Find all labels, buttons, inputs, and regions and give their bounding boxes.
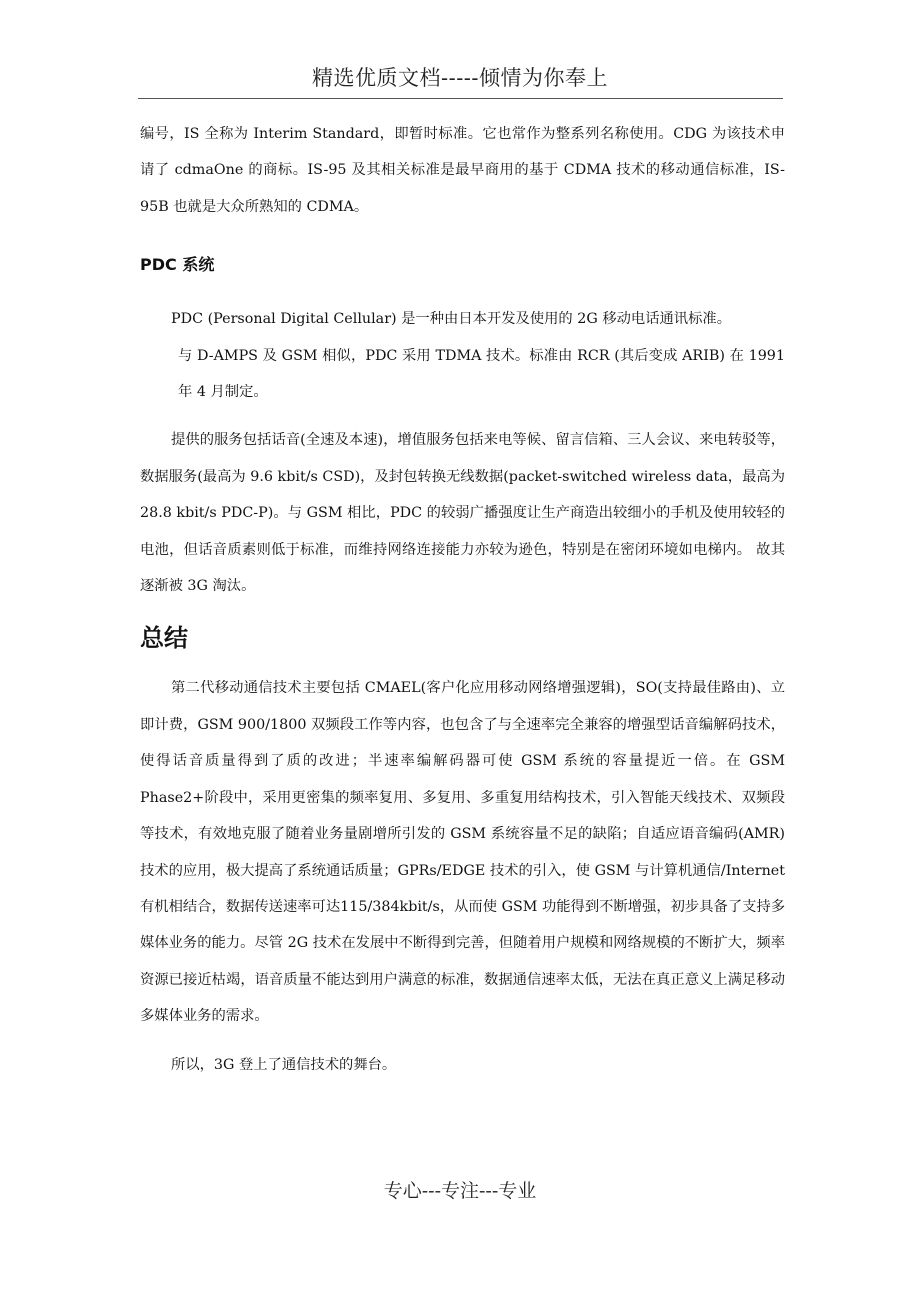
summary-paragraph-1: 第二代移动通信技术主要包括 CMAEL(客户化应用移动网络增强逻辑)，SO(支持最佳路由)、立即计费，GSM 900/1800 双频段工作等内容，也包含了与全速率完全兼容的增强型话音编解码技术，使得话音质量得到了质的改进；半速率编解码器可使 GSM 系统的容量提近一倍。在 GSM Phase2+阶段中，采用更密集的频率复用、多复用、多重复用结构技术，引入智能天线技术、双频段等技术，有效地克服了随着业务量剧增所引发的 GSM 系统容量不足的缺陷；自适应语音编码(AMR)技术的应用，极大提高了系统通话质量；GPRs/EDGE 技术的引入，使 GSM 与计算机通信/Internet 有机相结合，数据传送速率可达115/384kbit/s，从而使 GSM 功能得到不断增强，初步具备了支持多媒体业务的能力。尽管 2G 技术在发展中不断得到完善，但随着用户规模和网络规模的不断扩大，频率资源已接近枯竭，语音质量不能达到用户满意的标准，数据通信速率太低，无法在真正意义上满足移动多媒体业务的需求。 (140, 680, 786, 1025)
document-body (140, 116, 785, 1083)
page-header-title: 精选优质文档-----倾情为你奉上 (312, 66, 608, 90)
summary-section-heading: 总结 (140, 624, 188, 653)
page-footer: 专心---专注---专业 (383, 1180, 537, 1202)
pdc-paragraph-2: 提供的服务包括话音(全速及本速)，增值服务包括来电等候、留言信箱、三人会议、来电转驳等，数据服务(最高为 9.6 kbit/s CSD)，及封包转换无线数据(packet-switched wireless data，最高为 28.8 kbit/s PDC-P)。与 GSM 相比，PDC 的较弱广播强度让生产商造出较细小的手机及使用较轻的电池，但话音质素则低于标准，而维持网络连接能力亦较为逊色，特别是在密闭环境如电梯内。 故其逐渐被 3G 淘汰。 (140, 432, 785, 595)
summary-paragraph-2: 所以，3G 登上了通信技术的舞台。 (171, 1056, 397, 1073)
intro-paragraph: 编号，IS 全称为 Interim Standard，即暂时标准。它也常作为整系列名称使用。CDG 为该技术申请了 cdmaOne 的商标。IS-95 及其相关标准是最早商用的基于 CDMA 技术的移动通信标准，IS-95B 也就是大众所熟知的 CDMA。 (140, 126, 785, 215)
pdc-paragraph-1-line-2: 与 D-AMPS 及 GSM 相似，PDC 采用 TDMA 技术。标准由 RCR (其后变成 ARIB) 在 1991 年 4 月制定。 (178, 347, 785, 401)
pdc-paragraph-1-line-1: PDC (Personal Digital Cellular) 是一种由日本开发及使用的 2G 移动电话通讯标准。 (171, 311, 731, 328)
header-divider (138, 98, 783, 99)
pdc-section-heading: PDC 系统 (140, 255, 215, 275)
